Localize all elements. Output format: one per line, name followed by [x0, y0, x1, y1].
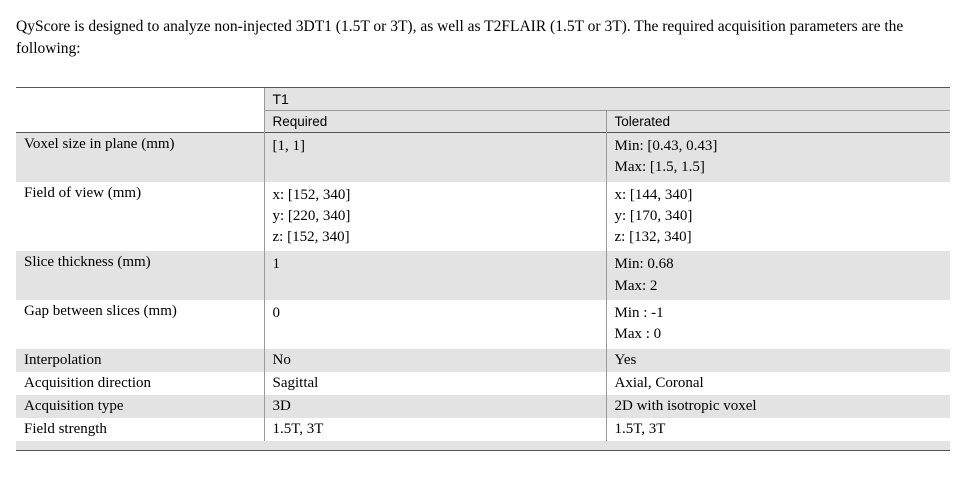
row-tolerated: Yes: [606, 349, 950, 372]
cell-line: Min: [0.43, 0.43]: [614, 137, 718, 154]
cell-line: y: [220, 340]: [272, 207, 351, 224]
table-row: [16, 132, 950, 181]
row-required: [264, 251, 606, 300]
bottom-rule-cell-3: [606, 441, 950, 451]
row-required: [264, 182, 606, 252]
row-tolerated: 1.5T, 3T: [606, 418, 950, 441]
row-required: 1.5T, 3T: [264, 418, 606, 441]
cell-line: z: [132, 340]: [614, 229, 692, 246]
row-parameter: Field strength: [16, 418, 264, 441]
table-row: [16, 300, 950, 349]
subheader-empty-cell: [16, 110, 264, 132]
row-required: Sagittal: [264, 372, 606, 395]
table-bottom-rule: [16, 441, 950, 451]
bottom-rule-cell-2: [264, 441, 606, 451]
table-row: [16, 182, 950, 252]
table-body: [16, 87, 950, 450]
cell-line: Min: 0.68: [614, 256, 674, 273]
cell-line: z: [152, 340]: [272, 229, 350, 246]
row-parameter: Interpolation: [16, 349, 264, 372]
subheader-required-cell: Required: [264, 110, 606, 132]
row-required: [264, 300, 606, 349]
acquisition-parameters-table: [16, 87, 950, 451]
cell-line: 1: [272, 256, 280, 273]
cell-line-filler: [273, 276, 598, 297]
cell-line: Max: 2: [614, 277, 658, 294]
header-empty-cell: [16, 87, 264, 110]
table-row: [16, 251, 950, 300]
table-subheader-row: [16, 110, 950, 132]
row-tolerated: [606, 182, 950, 252]
intro-paragraph: QyScore is designed to analyze non-injected 3DT1 (1.5T or 3T), as well as T2FLAIR (1.5T or 3T). The required acquisition parameters are the following:: [16, 18, 904, 58]
table-header-group-row: [16, 87, 950, 110]
cell-line: 0: [272, 305, 280, 322]
table-row: [16, 418, 950, 441]
row-parameter: Gap between slices (mm): [16, 300, 264, 349]
row-required: 3D: [264, 395, 606, 418]
row-parameter: Acquisition direction: [16, 372, 264, 395]
table-row: [16, 372, 950, 395]
row-tolerated: [606, 300, 950, 349]
row-tolerated: [606, 251, 950, 300]
cell-line: Max : 0: [614, 326, 662, 343]
header-t1-cell: T1: [264, 87, 950, 110]
row-parameter: Field of view (mm): [16, 182, 264, 252]
cell-line: Min : -1: [614, 305, 664, 322]
cell-line: x: [152, 340]: [272, 186, 351, 203]
row-parameter: Voxel size in plane (mm): [16, 132, 264, 181]
cell-line-filler: [273, 324, 598, 345]
row-required: No: [264, 349, 606, 372]
table-row: [16, 349, 950, 372]
cell-line: Max: [1.5, 1.5]: [614, 159, 705, 176]
row-tolerated: 2D with isotropic voxel: [606, 395, 950, 418]
table-row: [16, 395, 950, 418]
row-tolerated: Axial, Coronal: [606, 372, 950, 395]
bottom-rule-cell-1: [16, 441, 264, 451]
row-parameter: Acquisition type: [16, 395, 264, 418]
cell-line: [1, 1]: [272, 137, 305, 154]
row-parameter: Slice thickness (mm): [16, 251, 264, 300]
row-required: [264, 132, 606, 181]
cell-line-filler: [273, 157, 598, 178]
cell-line: y: [170, 340]: [614, 207, 693, 224]
row-tolerated: [606, 132, 950, 181]
subheader-tolerated-cell: Tolerated: [606, 110, 950, 132]
cell-line: x: [144, 340]: [614, 186, 693, 203]
acquisition-parameters-table-wrapper: [16, 87, 950, 451]
